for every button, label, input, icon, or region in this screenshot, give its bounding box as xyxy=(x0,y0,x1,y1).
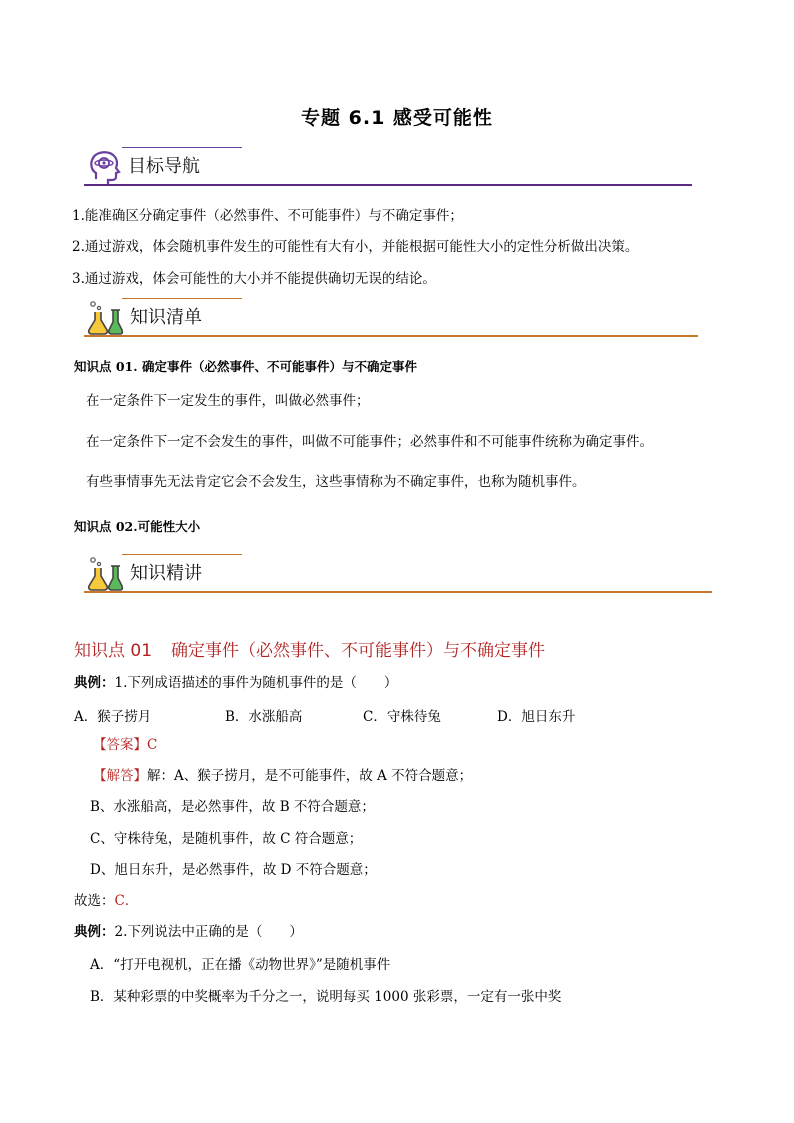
choose-line xyxy=(74,891,138,911)
example-1-question xyxy=(74,673,397,693)
section-title: 确定事件（必然事件、不可能事件）与不确定事件 xyxy=(171,641,545,661)
flask-icon xyxy=(86,300,126,336)
example-2-question-text: 2.下列说法中正确的是（ ） xyxy=(114,924,303,940)
banner-knowledge-list xyxy=(84,298,698,338)
banner-knowledge-list-label: 知识清单 xyxy=(130,307,202,328)
flask-icon xyxy=(86,556,126,592)
example-2-option-a: A．“打开电视机，正在播《动物世界》”是随机事件 xyxy=(90,957,391,973)
example-1-question-text: 1.下列成语描述的事件为随机事件的是（ ） xyxy=(114,675,398,691)
example-1-prefix: 典例： xyxy=(74,675,115,691)
analysis-text-1: 解：A、猴子捞月，是不可能事件，故 A 不符合题意； xyxy=(147,768,473,784)
analysis-line-4: D、旭日东升，是必然事件，故 D 不符合题意； xyxy=(90,862,377,878)
answer-tag: 【答案】 xyxy=(93,737,147,753)
banner-knowledge-explain-label: 知识精讲 xyxy=(130,563,202,584)
knowledge-point-1-line-1: 在一定条件下一定发生的事件，叫做必然事件； xyxy=(86,393,370,409)
example-1-option-d: D．旭日东升 xyxy=(497,709,576,725)
banner-goals xyxy=(84,147,692,187)
goal-item-3: 3.通过游戏，体会可能性的大小并不能提供确切无误的结论。 xyxy=(72,271,436,287)
example-1-answer xyxy=(93,735,157,755)
choose-label: 故选： xyxy=(74,893,115,909)
example-2-prefix: 典例： xyxy=(74,924,115,940)
page-title: 专题 6.1 感受可能性 xyxy=(301,107,493,129)
knowledge-point-2-title: 知识点 02.可能性大小 xyxy=(74,519,201,534)
analysis-line-3: C、守株待兔，是随机事件，故 C 符合题意； xyxy=(90,831,363,847)
brain-icon xyxy=(88,149,122,185)
knowledge-point-1-line-3: 有些事情事先无法肯定它会不会发生，这些事情称为不确定事件，也称为随机事件。 xyxy=(86,474,586,490)
analysis-line-2: B、水涨船高，是必然事件，故 B 不符合题意； xyxy=(90,799,375,815)
example-2-question xyxy=(74,922,303,942)
knowledge-point-1-line-2: 在一定条件下一定不会发生的事件，叫做不可能事件；必然事件和不可能事件统称为确定事件。 xyxy=(86,434,653,450)
section-number: 知识点 01 xyxy=(74,641,153,661)
example-2-option-b: B．某种彩票的中奖概率为千分之一，说明每买 1000 张彩票，一定有一张中奖 xyxy=(90,989,562,1005)
choose-value: C． xyxy=(114,893,139,909)
example-1-option-a: A．猴子捞月 xyxy=(74,709,152,725)
goal-item-1: 1.能准确区分确定事件（必然事件、不可能事件）与不确定事件； xyxy=(72,208,463,224)
knowledge-point-1-title: 知识点 01. 确定事件（必然事件、不可能事件）与不确定事件 xyxy=(74,359,417,374)
analysis-line-1 xyxy=(93,766,472,786)
banner-goals-label: 目标导航 xyxy=(128,156,200,177)
analysis-tag: 【解答】 xyxy=(93,768,147,784)
banner-knowledge-explain xyxy=(84,554,712,594)
example-1-option-b: B．水涨船高 xyxy=(225,709,303,725)
example-1-option-c: C．守株待兔 xyxy=(363,709,441,725)
goal-item-2: 2.通过游戏，体会随机事件发生的可能性有大有小，并能根据可能性大小的定性分析做出决策。 xyxy=(72,239,639,255)
answer-value: C xyxy=(147,737,158,753)
